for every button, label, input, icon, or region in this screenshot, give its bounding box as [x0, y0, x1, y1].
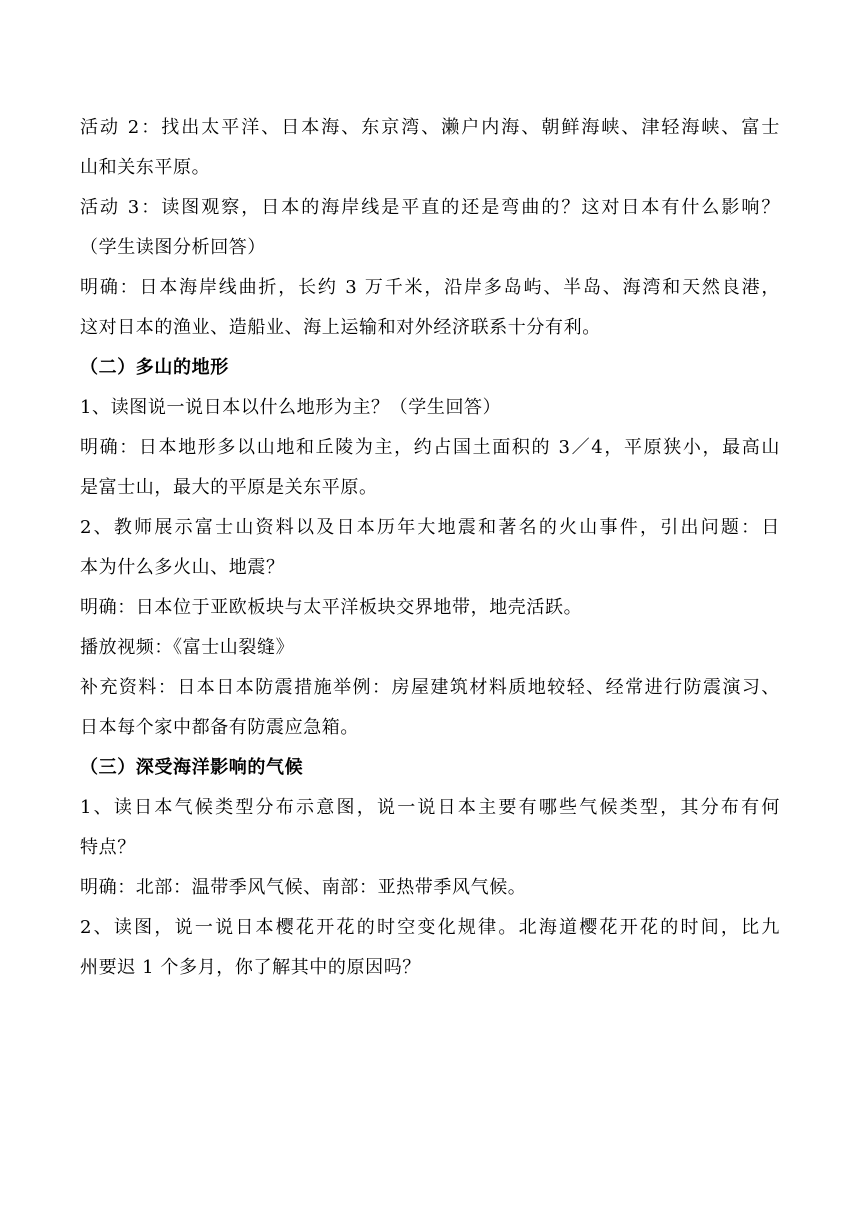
text-line: 明确：北部：温带季风气候、南部：亚热带季风气候。	[80, 877, 527, 898]
document-body	[80, 108, 780, 988]
text-line: 这对日本的渔业、造船业、海上运输和对外经济联系十分有利。	[80, 317, 601, 338]
text-line: （学生读图分析回答）	[80, 237, 266, 258]
text-line: 山和关东平原。	[80, 157, 211, 178]
text-line: 1、读日本气候类型分布示意图，说一说日本主要有哪些气候类型，其分布有何	[80, 797, 780, 818]
text-line: 2、教师展示富士山资料以及日本历年大地震和著名的火山事件，引出问题：日	[80, 517, 780, 538]
text-line: 明确：日本地形多以山地和丘陵为主，约占国土面积的 3／4，平原狭小，最高山	[80, 437, 780, 458]
text-line: 明确：日本海岸线曲折，长约 3 万千米，沿岸多岛屿、半岛、海湾和天然良港，	[80, 277, 780, 298]
text-line: 州要迟 1 个多月，你了解其中的原因吗？	[80, 957, 421, 978]
text-line: 补充资料：日本日本防震措施举例：房屋建筑材料质地较轻、经常进行防震演习、	[80, 677, 780, 698]
section-heading: （二）多山的地形	[80, 357, 229, 378]
text-line: 1、读图说一说日本以什么地形为主？（学生回答）	[80, 397, 502, 418]
text-line: 日本每个家中都备有防震应急箱。	[80, 717, 359, 738]
text-line: 本为什么多火山、地震？	[80, 557, 285, 578]
text-line: 播放视频：《富士山裂缝》	[80, 637, 295, 658]
text-line: 活动 2：找出太平洋、日本海、东京湾、濑户内海、朝鲜海峡、津轻海峡、富士	[80, 117, 780, 138]
text-line: 是富士山，最大的平原是关东平原。	[80, 477, 378, 498]
section-heading: （三）深受海洋影响的气候	[80, 757, 304, 778]
text-line: 特点？	[80, 837, 136, 858]
text-line: 2、读图，说一说日本樱花开花的时空变化规律。北海道樱花开花的时间，比九	[80, 917, 780, 938]
text-line: 明确：日本位于亚欧板块与太平洋板块交界地带，地壳活跃。	[80, 597, 583, 618]
text-line: 活动 3：读图观察，日本的海岸线是平直的还是弯曲的？这对日本有什么影响？	[80, 197, 780, 218]
